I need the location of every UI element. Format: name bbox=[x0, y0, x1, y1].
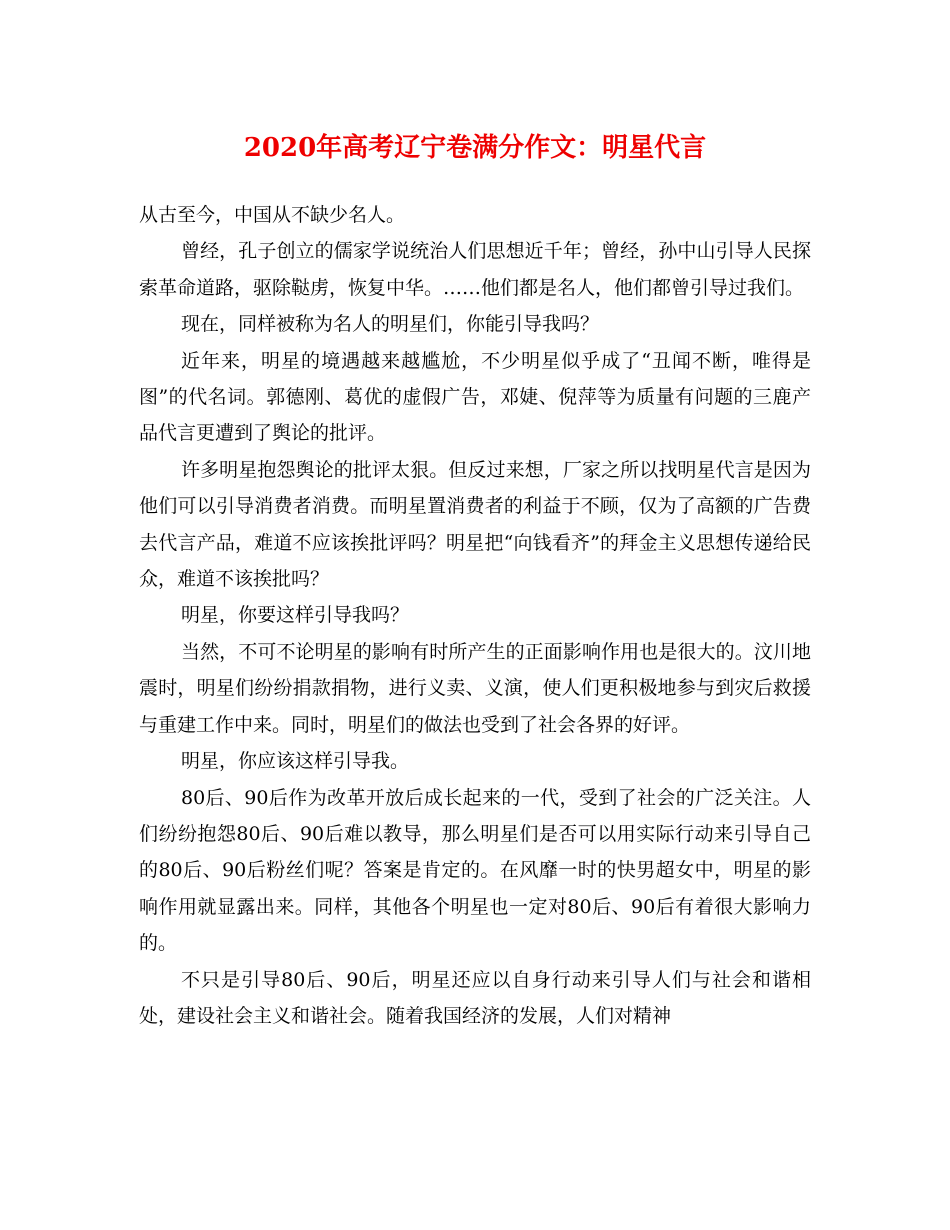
paragraph: 现在，同样被称为名人的明星们，你能引导我吗？ bbox=[181, 313, 600, 336]
paragraph: 不只是引导80后、90后，明星还应以自身行动来引导人们与社会和谐相处，建设社会主义和谐社会。随着我国经济的发展，人们对精神 bbox=[139, 968, 811, 1027]
paragraph: 曾经，孔子创立的儒家学说统治人们思想近千年；曾经，孙中山引导人民探索革命道路，驱除鞑虏，恢复中华。……他们都是名人，他们都曾引导过我们。 bbox=[139, 240, 811, 299]
paragraph: 从古至今，中国从不缺少名人。 bbox=[139, 204, 406, 226]
paragraph: 明星，你应该这样引导我。 bbox=[181, 750, 410, 773]
paragraph: 明星，你要这样引导我吗？ bbox=[181, 604, 410, 627]
document-body bbox=[139, 197, 811, 1034]
paragraph: 当然，不可不论明星的影响有时所产生的正面影响作用也是很大的。汶川地震时，明星们纷纷捐款捐物，进行义卖、义演，使人们更积极地参与到灾后救援与重建工作中来。同时，明星们的做法也受到了社会各界的好评。 bbox=[139, 640, 811, 736]
paragraph: 许多明星抱怨舆论的批评太狠。但反过来想，厂家之所以找明星代言是因为他们可以引导消费者消费。而明星置消费者的利益于不顾，仅为了高额的广告费去代言产品，难道不应该挨批评吗？明星把“向钱看齐”的拜金主义思想传递给民众，难道不该挨批吗？ bbox=[139, 458, 811, 591]
document-title: 2020年高考辽宁卷满分作文：明星代言 bbox=[243, 133, 707, 163]
paragraph: 近年来，明星的境遇越来越尴尬，不少明星似乎成了“丑闻不断，唯得是图”的代名词。郭德刚、葛优的虚假广告，邓婕、倪萍等为质量有问题的三鹿产品代言更遭到了舆论的批评。 bbox=[139, 349, 811, 445]
paragraph: 80后、90后作为改革开放后成长起来的一代，受到了社会的广泛关注。人们纷纷抱怨80后、90后难以教导，那么明星们是否可以用实际行动来引导自己的80后、90后粉丝们呢？答案是肯定的。在风靡一时的快男超女中，明星的影响作用就显露出来。同样，其他各个明星也一定对80后、90后有着很大影响力的。 bbox=[139, 786, 811, 955]
